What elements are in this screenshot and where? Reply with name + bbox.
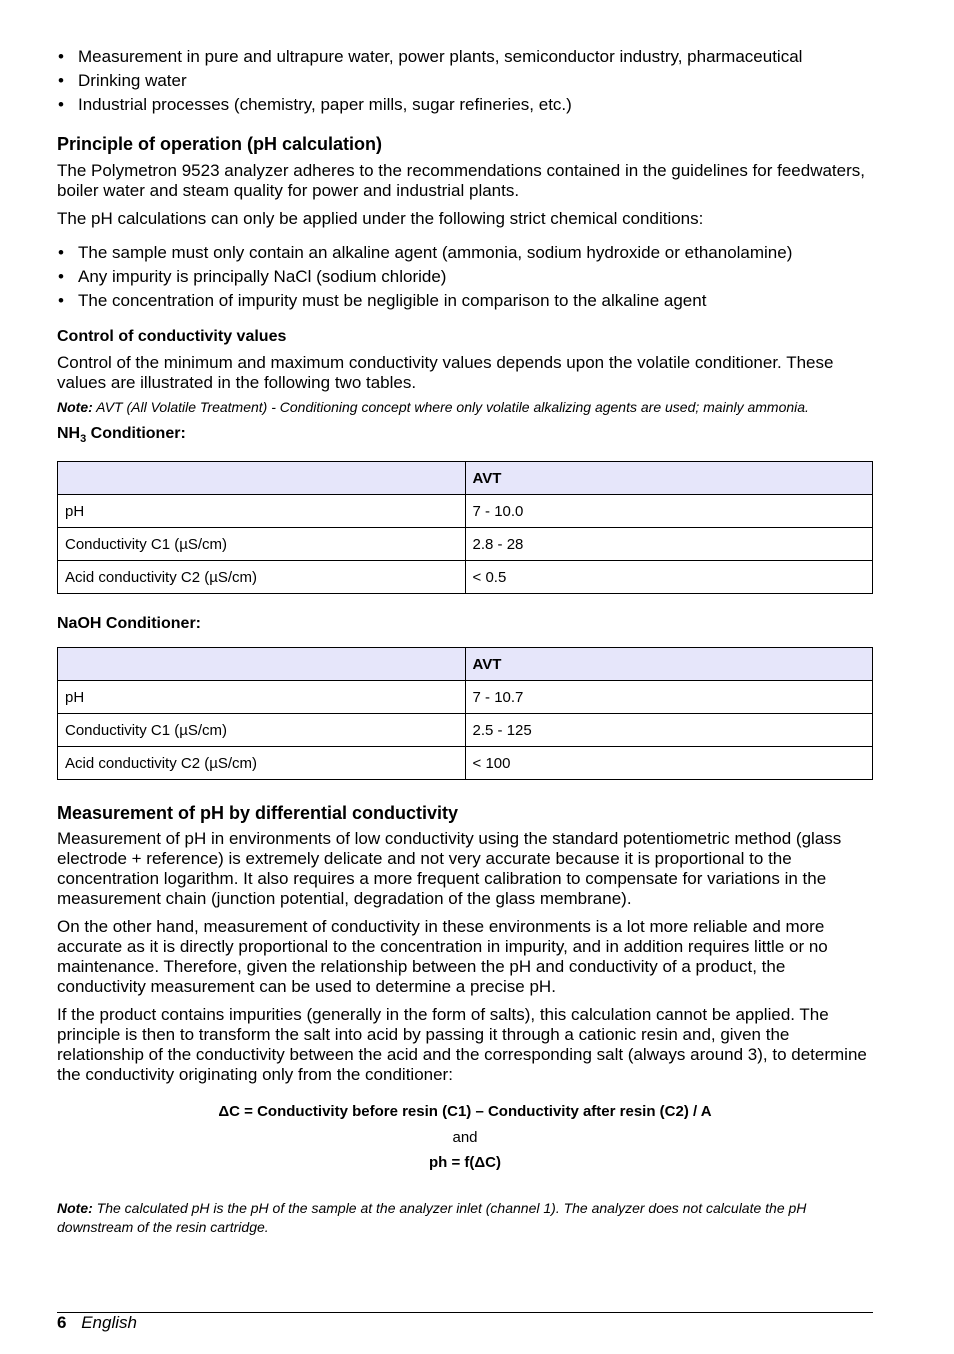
table-cell-label: Acid conductivity C2 (µS/cm) — [58, 561, 466, 594]
table-cell-value: 7 - 10.0 — [465, 495, 872, 528]
table-cell-value: 2.8 - 28 — [465, 528, 872, 561]
list-item: • Measurement in pure and ultrapure water, power plants, semiconductor industry, pharmaceutical — [57, 45, 873, 69]
table-row — [58, 495, 873, 528]
control-paragraph: Control of the minimum and maximum conductivity values depends upon the volatile conditioner. These values are illustrated in the following two tables. — [57, 353, 834, 392]
table-cell-value: 2.5 - 125 — [465, 714, 872, 747]
note-label: Note: — [57, 1200, 93, 1217]
footer-divider — [57, 1312, 873, 1313]
note-text: AVT (All Volatile Treatment) - Conditioning concept where only volatile alkalizing agents are used; mainly ammonia. — [96, 399, 809, 415]
table-header-row — [58, 462, 873, 495]
nh3-table — [57, 461, 873, 594]
page-footer — [57, 1313, 137, 1333]
table-row — [58, 528, 873, 561]
note-text: The calculated pH is the pH of the sample at the analyzer inlet (channel 1). The analyzer does not calculate the pH downstream of the resin cartridge. — [57, 1200, 807, 1236]
table-cell-value: 7 - 10.7 — [465, 681, 872, 714]
formula-ph: ph = f(ΔC) — [428, 1154, 502, 1172]
naoh-heading: NaOH Conditioner: — [57, 615, 201, 633]
table-row — [58, 681, 873, 714]
page-number: 6 — [57, 1313, 67, 1332]
table-cell-label: Conductivity C1 (µS/cm) — [58, 714, 466, 747]
measurement-paragraph-2: On the other hand, measurement of conductivity in these environments is a lot more reliable and more accurate as it is directly proportional to the concentration in impurity, and in addition requires little or no maintenance. Therefore, given the relationship between the pH and conductivity of a product, the conductivity measurement can be used to determine a precise pH. — [57, 917, 828, 997]
nh3-heading: $NH_3$ Conditioner: — [57, 425, 186, 446]
table-header-row — [58, 648, 873, 681]
table-cell-value: < 100 — [465, 747, 872, 780]
table-header-cell: AVT — [465, 462, 872, 495]
principle-conditions-intro: The pH calculations can only be applied under the following strict chemical conditions: — [57, 209, 704, 228]
intro-bullet-list — [57, 45, 873, 117]
table-header-cell: AVT — [465, 648, 872, 681]
footer-language: English — [81, 1313, 137, 1332]
ph-note — [57, 1199, 873, 1237]
list-item: • The sample must only contain an alkaline agent (ammonia, sodium hydroxide or ethanolamine) — [57, 241, 873, 265]
table-row — [58, 561, 873, 594]
table-cell-value: < 0.5 — [465, 561, 872, 594]
measurement-paragraph-1: Measurement of pH in environments of low conductivity using the standard potentiometric method (glass electrode + reference) is extremely delicate and not very accurate because it is proportional to the concentration logarithm. It also requires a more frequent calibration to compensate for variations in the measurement chain (junction potential, degradation of the glass membrane). — [57, 829, 842, 909]
list-item: • Industrial processes (chemistry, paper mills, sugar refineries, etc.) — [57, 93, 873, 117]
formula-and: and — [452, 1129, 478, 1147]
measurement-heading: Measurement of pH by differential conductivity — [57, 803, 459, 824]
control-heading: Control of conductivity values — [57, 328, 287, 345]
table-cell-label: Acid conductivity C2 (µS/cm) — [58, 747, 466, 780]
note-label: Note: — [57, 399, 93, 415]
table-cell-label: pH — [58, 495, 466, 528]
list-item: • The concentration of impurity must be negligible in comparison to the alkaline agent — [57, 289, 873, 313]
table-header-cell — [58, 648, 466, 681]
table-cell-label: Conductivity C1 (µS/cm) — [58, 528, 466, 561]
principle-paragraph: The Polymetron 9523 analyzer adheres to the recommendations contained in the guidelines for feedwaters, boiler water and steam quality for power and industrial plants. — [57, 161, 865, 200]
list-item: • Any impurity is principally NaCl (sodium chloride) — [57, 265, 873, 289]
avt-note — [57, 398, 873, 417]
table-cell-label: pH — [58, 681, 466, 714]
document-page — [57, 0, 873, 1237]
conditions-bullet-list — [57, 241, 873, 313]
naoh-table — [57, 647, 873, 780]
measurement-paragraph-3: If the product contains impurities (generally in the form of salts), this calculation cannot be applied. The principle is then to transform the salt into acid by passing it through a cationic resin and, given the relationship of the conductivity between the acid and the corresponding salt (always around 3), to determine the conductivity originating only from the conditioner: — [57, 1005, 867, 1085]
table-row — [58, 747, 873, 780]
table-header-cell — [58, 462, 466, 495]
list-item: • Drinking water — [57, 69, 873, 93]
principle-heading: Principle of operation (pH calculation) — [57, 134, 383, 154]
table-row — [58, 714, 873, 747]
formula-delta-c: ΔC = Conductivity before resin (C1) – Conductivity after resin (C2) / A — [218, 1103, 712, 1121]
